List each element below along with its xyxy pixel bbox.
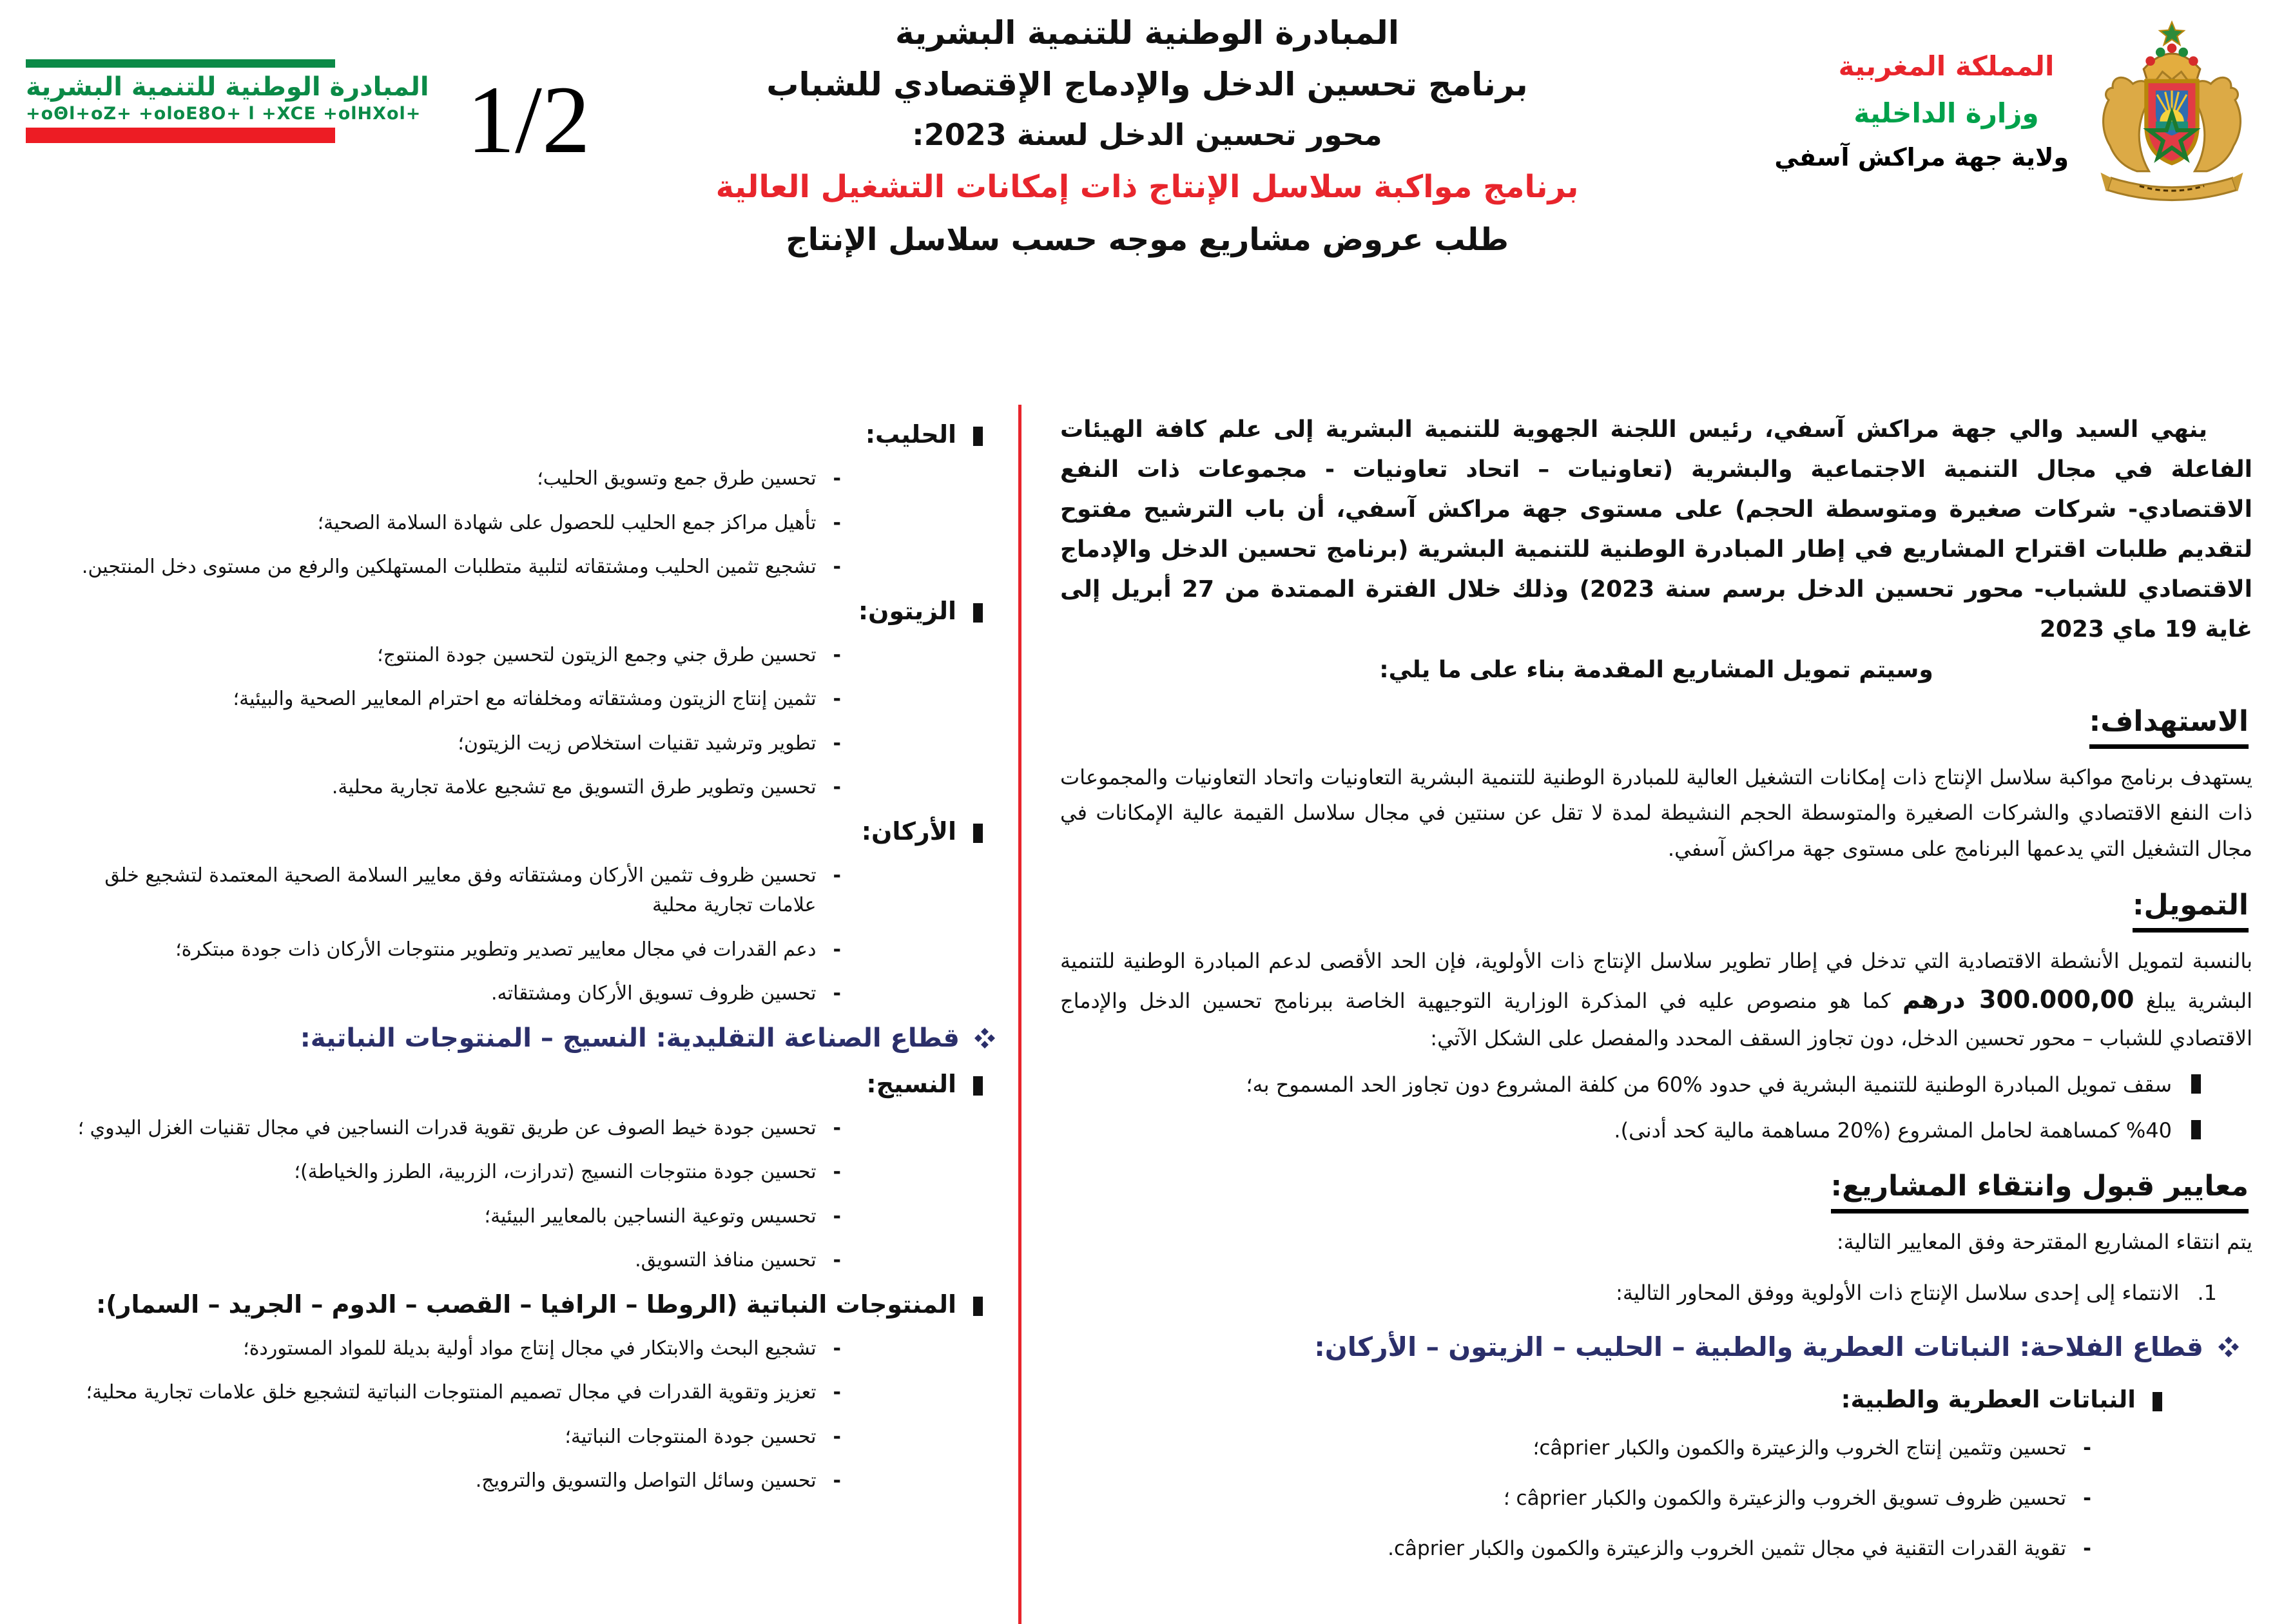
title-block: [632, 14, 1663, 258]
funding-paragraph: بالنسبة لتمويل الأنشطة الاقتصادية التي تدخل في إطار تطوير سلاسل الإنتاج ذات الأولوية، فإن الحد الأقصى لدعم المبادرة الوطنية للتنمية البشرية يبلغ 300.000,00 درهم كما هو منصوص عليه في المذكرة الوزارية التوجيهية الخاصة ببرنامج تحسين الدخل والإدماج الاقتصادي للشباب – محور تحسين الدخل، دون تجاوز السقف المحدد والمفصل على الشكل الآتي:: [1060, 948, 2253, 1050]
list-item: - دعم القدرات في مجال معايير تصدير وتطوير منتوجات الأركان ذات جودة مبتكرة؛: [175, 938, 841, 961]
main-column: [1060, 410, 2252, 1564]
subsection-milk: الحليب:: [61, 420, 983, 449]
kingdom-label: المملكة المغربية: [1838, 50, 2055, 82]
title-line-2: برنامج تحسين الدخل والإدماج الإقتصادي للشباب: [766, 66, 1528, 103]
list-item: - تشجيع تثمين الحليب ومشتقاته لتلبية متطلبات المستهلكين والرفع من مستوى دخل المنتجين.: [81, 556, 841, 578]
list-item: - تحسين جودة خيط الصوف عن طريق تقوية قدرات النساجين في مجال تقنيات الغزل اليدوي ؛: [77, 1116, 841, 1139]
list-item: - تحسين وسائل التواصل والتسويق والترويج.: [475, 1469, 841, 1492]
list-item: - تثمين إنتاج الزيتون ومشتقاته ومخلفاته مع احترام المعايير الصحية والبيئية؛: [233, 688, 841, 710]
funding-bullet: %40 كمساهمة لحامل المشروع (%20 مساهمة مالية كحد أدنى).: [1060, 1114, 2201, 1148]
diamond-bullet-icon: [2218, 1336, 2240, 1358]
list-item: - تحسين ظروف تسويق الأركان ومشتقاته.: [490, 982, 841, 1005]
list-item: - تحسين طرق جمع وتسويق الحليب؛: [537, 467, 841, 490]
page-number: 1/2: [467, 66, 590, 173]
subsection-weaving: النسيج:: [61, 1070, 983, 1098]
list-item: - تقوية القدرات التقنية في مجال تثمين الخروب والزعيترة والكمون والكبار câprier.: [1388, 1536, 2091, 1560]
sector-header-crafts: قطاع الصناعة التقليدية: النسيج – المنتوجات النباتية:: [61, 1023, 996, 1053]
criteria-intro: يتم انتقاء المشاريع المقترحة وفق المعايير التالية:: [1836, 1229, 2252, 1254]
square-bullet-icon: [973, 824, 983, 843]
diamond-bullet-icon: [974, 1027, 996, 1049]
title-line-4-red: برنامج مواكبة سلاسل الإنتاج ذات إمكانات التشغيل العالية: [715, 169, 1579, 205]
square-bullet-icon: [973, 603, 983, 623]
list-item: - تحسين طرق جني وجمع الزيتون لتحسين جودة المنتوج؛: [377, 643, 841, 666]
square-bullet-icon: [973, 427, 983, 446]
list-item: - تحسين منافذ التسويق.: [635, 1249, 841, 1271]
section-title-targeting: الاستهداف:: [1060, 705, 2249, 738]
column-divider: [1018, 405, 1021, 1624]
subsection-plant-products: المنتوجات النباتية (الروطا – الرافيا – القصب – الدوم – الجريد – السمار):: [61, 1290, 983, 1319]
subsection-olives: الزيتون:: [61, 597, 983, 625]
funding-amount: 300.000,00 درهم: [1902, 985, 2134, 1014]
list-item: - تشجيع البحث والابتكار في مجال إنتاج مواد أولية بديلة للمواد المستوردة؛: [243, 1337, 841, 1360]
title-line-1: المبادرة الوطنية للتنمية البشرية: [895, 14, 1399, 52]
square-bullet-icon: [973, 1297, 983, 1316]
title-line-3: محور تحسين الدخل لسنة 2023:: [912, 117, 1382, 152]
list-item: - تحسين وتطوير طرق التسويق مع تشجيع علامة تجارية محلية.: [331, 776, 841, 798]
square-bullet-icon: [2191, 1074, 2201, 1094]
subsection-aromatic-plants: النباتات العطرية والطبية:: [1060, 1386, 2162, 1413]
list-item: - تعزيز وتقوية القدرات في مجال تصميم المنتوجات النباتية لتشجيع خلق علامات تجارية محلية؛: [86, 1381, 841, 1404]
subsection-argan: الأركان:: [61, 817, 983, 846]
wilaya-label: ولاية جهة مراكش آسفي: [1774, 143, 2069, 171]
title-line-5: طلب عروض مشاريع موجه حسب سلاسل الإنتاج: [786, 222, 1509, 258]
square-bullet-icon: [2153, 1392, 2162, 1411]
intro-paragraph: ينهي السيد والي جهة مراكش آسفي، رئيس اللجنة الجهوية للتنمية البشرية إلى علم كافة الهيئات الفاعلة في مجال التنمية الاجتماعية والبشرية (تعاونيات – اتحاد تعاونيات - مجموعات ذات النفع الاقتصادي- شركات صغيرة ومتوسطة الحجم) على مستوى جهة مراكش آسفي، أن باب الترشيح مفتوح لتقديم طلبات اقتراح المشاريع في إطار المبادرة الوطنية للتنمية البشرية (برنامج تحسين الدخل والإدماج الاقتصادي للشباب- محور تحسين الدخل برسم سنة 2023) وذلك خلال الفترة الممتدة من 27 أبريل إلى غاية 19 ماي 2023: [1060, 416, 2253, 643]
indh-logo-red-bar: [26, 128, 335, 143]
list-item: - تحسين جودة المنتوجات النباتية؛: [565, 1425, 841, 1448]
list-item: - تحسيس وتوعية النساجين بالمعايير البيئية؛: [484, 1204, 841, 1228]
criteria-item-1: 1. الانتماء إلى إحدى سلاسل الإنتاج ذات الأولوية ووفق المحاور التالية:: [1060, 1277, 2217, 1310]
section-title-criteria: معايير قبول وانتقاء المشاريع:: [1060, 1170, 2249, 1203]
indh-logo-arabic-text: المبادرة الوطنية للتنمية البشرية: [26, 72, 429, 102]
targeting-paragraph: يستهدف برنامج مواكبة سلاسل الإنتاج ذات إمكانات التشغيل العالية للمبادرة الوطنية للتنمية البشرية التعاونيات واتحاد التعاونيات والمجموعات ذات النفع الاقتصادي والشركات الصغيرة والمتوسطة الحجم النشيطة لمدة لا تقل عن سنتين في مجال سلاسل القيمة عالية الإمكانات في مجال التشغيل التي يدعمها البرنامج على مستوى جهة مراكش آسفي.: [1060, 765, 2252, 861]
square-bullet-icon: [973, 1076, 983, 1096]
indh-logo-tifinagh-text: +oΘl+oZ+ +oloE8O+ l +XCE +olHXol+: [26, 104, 421, 124]
coat-of-arms-icon: [2088, 19, 2256, 208]
indh-logo: [26, 59, 429, 143]
list-item: - تحسين ظروف تسويق الخروب والزعيترة والكمون والكبار câprier ؛: [1503, 1486, 2091, 1510]
government-block: [1774, 50, 2069, 171]
sector-header-agriculture: قطاع الفلاحة: النباتات العطرية والطبية – الحليب – الزيتون – الأركان:: [1060, 1331, 2240, 1362]
intro-tail-line: وسيتم تمويل المشاريع المقدمة بناء على ما يلي:: [1379, 657, 1933, 684]
indh-logo-green-bar: [26, 59, 335, 68]
list-item: - تأهيل مراكز جمع الحليب للحصول على شهادة السلامة الصحية؛: [317, 511, 841, 534]
ministry-label: وزارة الداخلية: [1853, 97, 2039, 129]
list-item: - تحسين وتثمين إنتاج الخروب والزعيترة والكمون والكبار câprier؛: [1533, 1436, 2091, 1460]
funding-bullet: سقف تمويل المبادرة الوطنية للتنمية البشرية في حدود %60 من كلفة المشروع دون تجاوز الحد المسموح به؛: [1060, 1068, 2201, 1102]
list-item: - تحسين جودة منتوجات النسيج (تدرازت، الزربية، الطرز والخياطة)؛: [294, 1161, 841, 1183]
secondary-column: [61, 410, 996, 1511]
list-item: - تحسين ظروف تثمين الأركان ومشتقاته وفق معايير السلامة الصحية المعتمدة لتشجيع خلق علامات تجارية محلية: [104, 864, 841, 916]
list-number: 1.: [2197, 1280, 2217, 1305]
section-title-funding: التمويل:: [1060, 889, 2249, 922]
square-bullet-icon: [2191, 1120, 2201, 1139]
list-item: - تطوير وترشيد تقنيات استخلاص زيت الزيتون؛: [458, 731, 841, 755]
